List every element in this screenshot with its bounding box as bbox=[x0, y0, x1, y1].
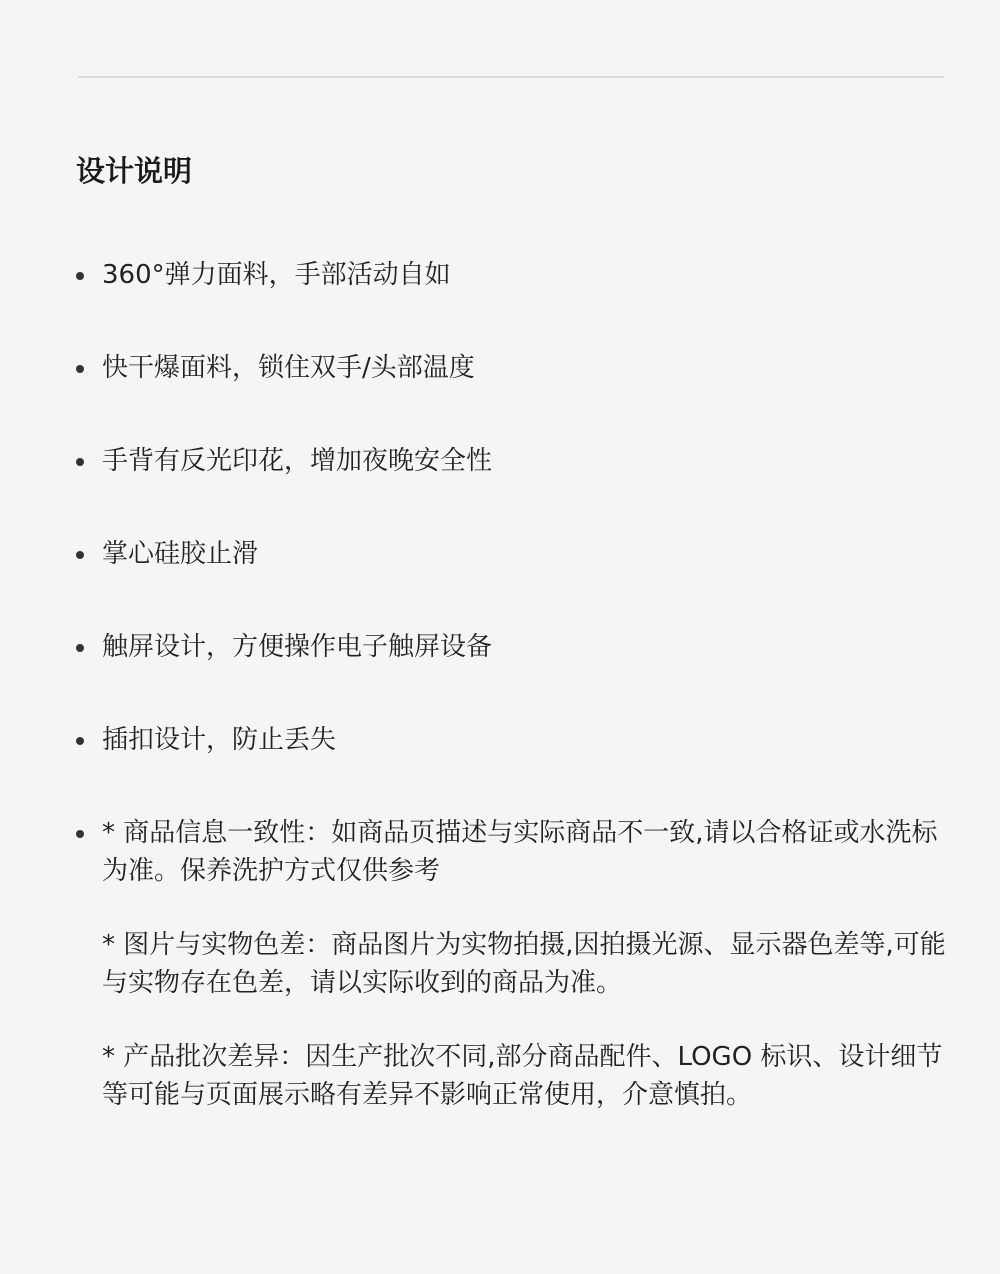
feature-list bbox=[76, 256, 946, 1114]
feature-text: 快干爆面料，锁住双手/头部温度 bbox=[102, 353, 475, 383]
feature-text: 360°弹力面料，手部活动自如 bbox=[102, 260, 451, 290]
section-title: 设计说明 bbox=[76, 154, 193, 188]
bullet-icon bbox=[76, 365, 84, 373]
notice-batch-difference-text: * 产品批次差异：因生产批次不同,部分商品配件、LOGO 标识、设计细节等可能与页面展示略有差异不影响正常使用，介意慎拍。 bbox=[102, 1042, 943, 1110]
notice-color-difference-text: * 图片与实物色差：商品图片为实物拍摄,因拍摄光源、显示器色差等,可能与实物存在色差，请以实际收到的商品为准。 bbox=[102, 930, 946, 998]
list-item bbox=[76, 349, 946, 387]
top-divider bbox=[78, 76, 944, 78]
bullet-icon bbox=[76, 644, 84, 652]
list-item bbox=[76, 256, 946, 294]
feature-text: 手背有反光印花，增加夜晚安全性 bbox=[102, 446, 493, 476]
bullet-icon bbox=[76, 272, 84, 280]
feature-text: 触屏设计，方便操作电子触屏设备 bbox=[102, 632, 493, 662]
bullet-icon bbox=[76, 830, 84, 838]
notice-item bbox=[76, 814, 946, 1114]
notice-consistency-text: * 商品信息一致性：如商品页描述与实际商品不一致,请以合格证或水洗标为准。保养洗护方式仅供参考 bbox=[102, 818, 938, 886]
feature-text: 掌心硅胶止滑 bbox=[102, 539, 259, 569]
bullet-icon bbox=[76, 551, 84, 559]
list-item bbox=[76, 721, 946, 759]
bullet-icon bbox=[76, 737, 84, 745]
list-item bbox=[76, 628, 946, 666]
feature-text: 插扣设计，防止丢失 bbox=[102, 725, 337, 755]
bullet-icon bbox=[76, 458, 84, 466]
list-item bbox=[76, 442, 946, 480]
list-item bbox=[76, 535, 946, 573]
